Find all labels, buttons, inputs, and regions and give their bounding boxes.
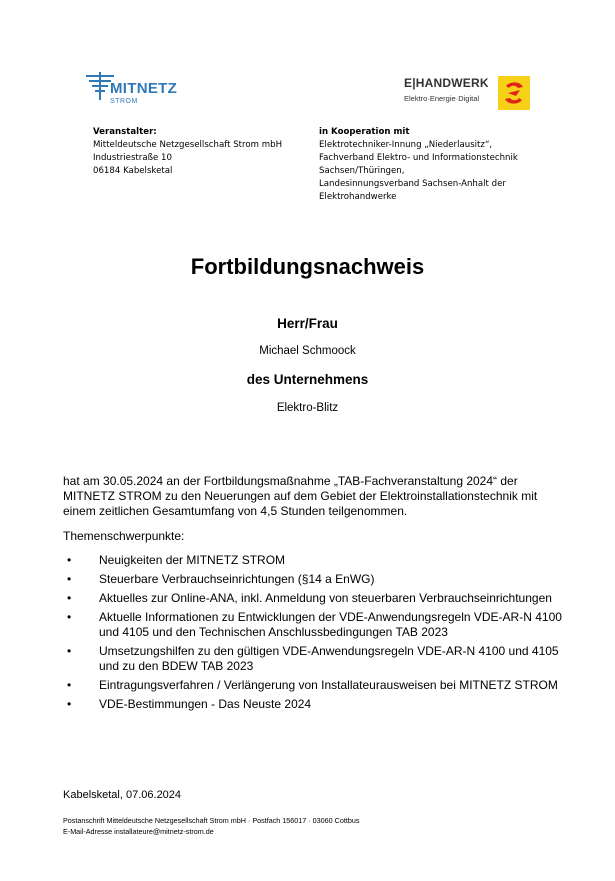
bullet-icon: • [67, 553, 72, 567]
topics-heading: Themenschwerpunkte: [63, 529, 185, 543]
bullet-icon: • [67, 610, 72, 624]
footer-email: E-Mail-Adresse installateure@mitnetz-strom.de [63, 827, 214, 836]
bullet-icon: • [67, 697, 72, 711]
company-name: Elektro-Blitz [276, 402, 339, 414]
topic-text: Neuigkeiten der MITNETZ STROM [99, 553, 286, 567]
organizer-line: 06184 Kabelsketal [93, 166, 173, 176]
topics-list [63, 553, 573, 716]
topic-text: VDE-Bestimmungen - Das Neuste 2024 [99, 697, 312, 711]
bullet-icon: • [67, 678, 72, 692]
topic-text: Aktuelles zur Online-ANA, inkl. Anmeldung von steuerbaren Verbrauchseinrichtungen [99, 591, 552, 605]
cooperation-line: Landesinnungsverband Sachsen-Anhalt der [319, 179, 506, 189]
organizer-line: Mitteldeutsche Netzgesellschaft Strom mbH [93, 140, 283, 150]
list-item [63, 553, 573, 568]
list-item [63, 610, 573, 640]
list-item [63, 678, 573, 693]
list-item [63, 697, 573, 712]
cooperation-line: Elektrotechniker-Innung „Niederlausitz“, [319, 140, 493, 150]
ehandwerk-logo-name: E|HANDWERK [404, 76, 489, 90]
cooperation-line: Elektrohandwerke [319, 192, 397, 202]
topic-text: Umsetzungshilfen zu den gültigen VDE-Anwendungsregeln VDE-AR-N 4100 und 4105 und zu den BDEW TAB 2023 [99, 644, 559, 673]
mitnetz-logo [86, 70, 196, 115]
cooperation-line: Fachverband Elektro- und Informationstechnik [319, 153, 518, 163]
place-date: Kabelsketal, 07.06.2024 [63, 789, 182, 801]
cooperation-line: Sachsen/Thüringen, [319, 166, 405, 176]
list-item [63, 572, 573, 587]
bullet-icon: • [67, 644, 72, 658]
company-label: des Unternehmens [246, 372, 369, 387]
participation-text: hat am 30.05.2024 an der Fortbildungsmaßnahme „TAB-Fachveranstaltung 2024“ der MITNETZ STROM zu den Neuerungen auf dem Gebiet der Elektroinstallationstechnik mit einem zeitlichen Gesamtumfang von 4,5 Stunden teilgenommen. [63, 474, 538, 518]
topic-text: Aktuelle Informationen zu Entwicklungen der VDE-Anwendungsregeln VDE-AR-N 4100 und 4105 und den Technischen Anschlussbedingungen TAB 2023 [99, 610, 562, 639]
list-item [63, 644, 573, 674]
organizer-block [93, 126, 313, 178]
cooperation-block [319, 126, 559, 204]
ehandwerk-logo [404, 76, 532, 112]
cooperation-heading: in Kooperation mit [319, 127, 410, 137]
ehandwerk-mark-icon [498, 76, 530, 110]
footer [63, 815, 359, 837]
certificate-title: Fortbildungsnachweis [190, 254, 425, 279]
topic-text: Eintragungsverfahren / Verlängerung von Installateurausweisen bei MITNETZ STROM [99, 678, 558, 692]
ehandwerk-badge [498, 76, 530, 110]
person-label: Herr/Frau [277, 316, 338, 331]
organizer-heading: Veranstalter: [93, 127, 157, 137]
organizer-line: Industriestraße 10 [93, 153, 172, 163]
ehandwerk-logo-tagline: Elektro·Energie·Digital [404, 94, 480, 103]
mitnetz-logo-name: MITNETZ [110, 80, 178, 97]
mitnetz-logo-sub: STROM [110, 98, 138, 105]
topic-text: Steuerbare Verbrauchseinrichtungen (§14 a EnWG) [99, 572, 375, 586]
footer-postal-address: Postanschrift Mitteldeutsche Netzgesellschaft Strom mbH · Postfach 156017 · 03060 Cottbus [63, 816, 360, 825]
person-name: Michael Schmoock [259, 345, 356, 357]
bullet-icon: • [67, 572, 72, 586]
bullet-icon: • [67, 591, 72, 605]
list-item [63, 591, 573, 606]
